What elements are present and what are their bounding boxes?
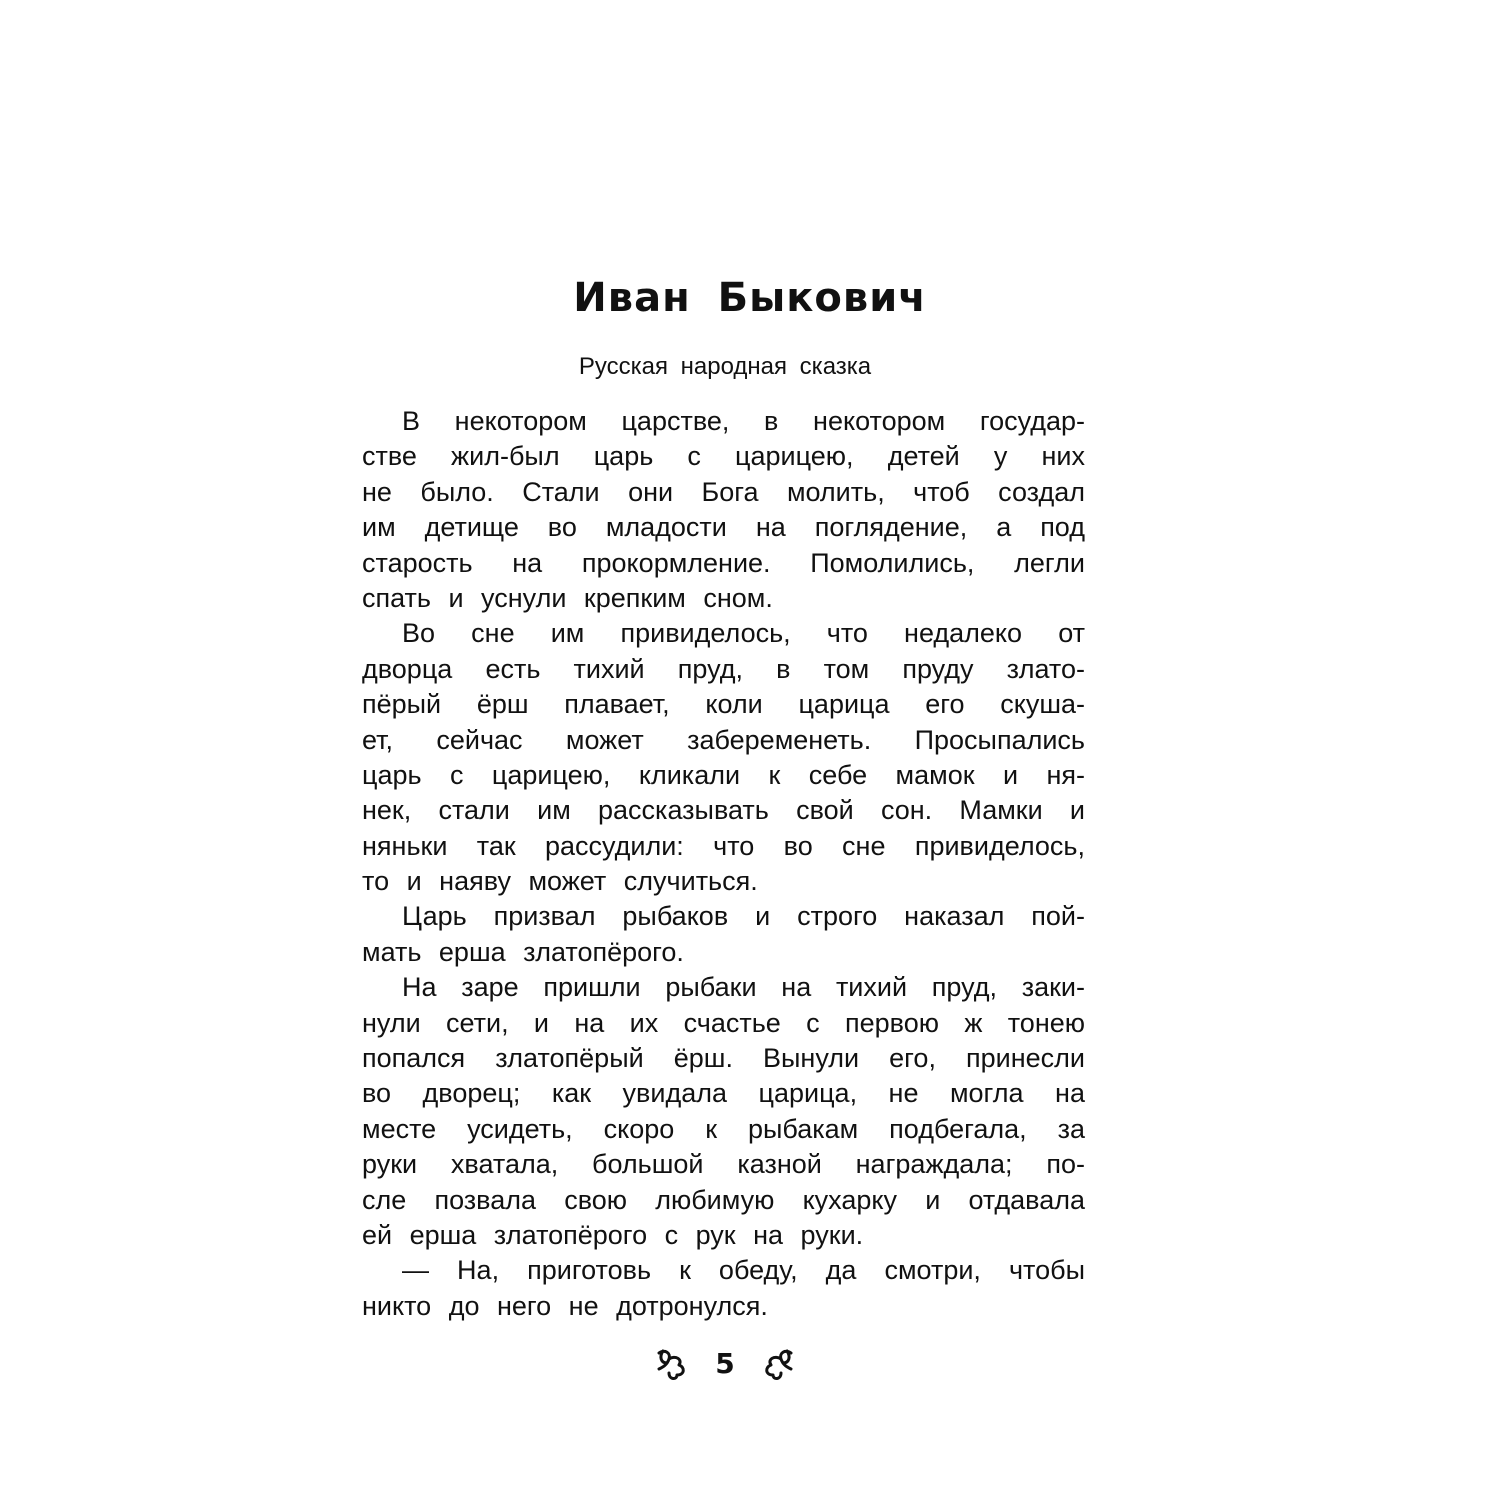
story-title: Иван Быкович: [573, 275, 927, 321]
text-line: пёрый ёрш плавает, коли царица его скуша-: [362, 689, 1085, 720]
text-line: месте усидеть, скоро к рыбакам подбегала, за: [362, 1113, 1085, 1144]
text-line: На заре пришли рыбаки на тихий пруд, заки-: [402, 972, 1085, 1003]
text-line: ей ерша златопёрого с рук на руки.: [362, 1219, 864, 1250]
text-line: В некотором царстве, в некотором государ-: [402, 406, 1085, 436]
story-text: [362, 404, 1085, 1324]
text-line: нули сети, и на их счастье с первою ж тонею: [362, 1007, 1085, 1038]
text-line: во дворец; как увидала царица, не могла на: [362, 1078, 1085, 1109]
page-folio: [655, 1340, 795, 1388]
text-line: не было. Стали они Бога молить, чтоб создал: [362, 476, 1085, 507]
heart-swirl-left-icon: [655, 1347, 689, 1381]
text-line: никто до него не дотронулся.: [362, 1290, 768, 1321]
text-line: Царь призвал рыбаков и строго наказал пой-: [402, 901, 1085, 932]
text-line: няньки так рассудили: что во сне привиделось,: [362, 830, 1085, 861]
text-line: руки хватала, большой казной награждала; по-: [362, 1149, 1085, 1180]
page-number: 5: [715, 1347, 735, 1380]
story-subtitle: Русская народная сказка: [578, 353, 872, 380]
text-line: стве жил-был царь с царицею, детей у них: [362, 441, 1085, 472]
text-line: сле позвала свою любимую кухарку и отдавала: [362, 1184, 1085, 1215]
text-line: царь с царицею, кликали к себе мамок и ня-: [362, 759, 1085, 790]
text-line: дворца есть тихий пруд, в том пруду злато-: [362, 653, 1085, 684]
text-line: ет, сейчас может забеременеть. Просыпались: [362, 724, 1085, 755]
text-line: Во сне им привиделось, что недалеко от: [402, 618, 1085, 649]
text-line: спать и уснули крепким сном.: [362, 582, 773, 613]
text-line: мать ерша златопёрого.: [362, 936, 684, 967]
text-line: старость на прокормление. Помолились, легли: [362, 547, 1085, 578]
text-line: попался златопёрый ёрш. Вынули его, принесли: [362, 1043, 1085, 1074]
text-line: — На, приготовь к обеду, да смотри, чтобы: [402, 1255, 1085, 1286]
heart-swirl-right-icon: [761, 1347, 795, 1381]
text-line: то и наяву может случиться.: [362, 866, 758, 897]
text-line: им детище во младости на поглядение, а под: [362, 512, 1085, 543]
text-line: нек, стали им рассказывать свой сон. Мамки и: [362, 795, 1085, 826]
